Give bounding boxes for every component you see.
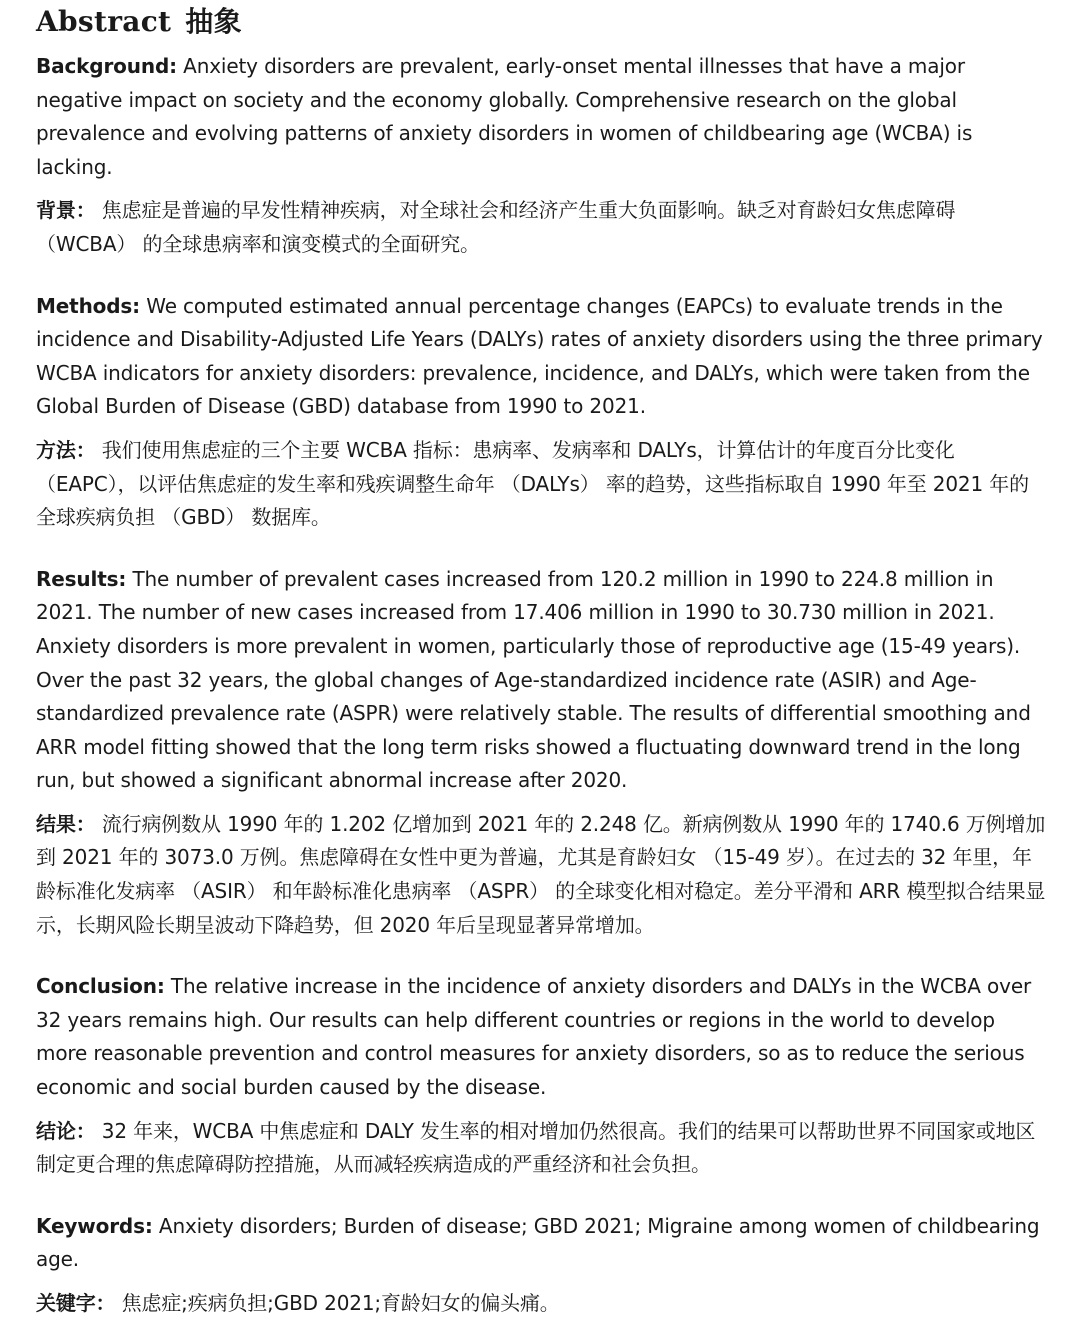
- background-en-text: Anxiety disorders are prevalent, early-onset mental illnesses that have a major negative impact on society and the economy globally. Comprehensive research on the global prevalence and evolving patterns of anxiety disorders in women of childbearing age (WCBA) is lacking.: [36, 54, 973, 179]
- background-zh-text: 焦虑症是普遍的早发性精神疾病，对全球社会和经济产生重大负面影响。缺乏对育龄妇女焦虑障碍 （WCBA） 的全球患病率和演变模式的全面研究。: [36, 198, 956, 256]
- conclusion-zh-text: 32 年来，WCBA 中焦虑症和 DALY 发生率的相对增加仍然很高。我们的结果可以帮助世界不同国家或地区制定更合理的焦虑障碍防控措施，从而减轻疾病造成的严重经济和社会负担。: [36, 1118, 1036, 1177]
- results-zh: [36, 808, 1046, 942]
- keywords-zh-text: 焦虑症;疾病负担;GBD 2021;育龄妇女的偏头痛。: [115, 1291, 560, 1315]
- results-section: [36, 563, 1046, 943]
- conclusion-section: [36, 970, 1046, 1182]
- methods-section: [36, 290, 1046, 535]
- results-en-text: The number of prevalent cases increased from 120.2 million in 1990 to 224.8 million in 2021. The number of new cases increased from 17.406 million in 1990 to 30.730 million in 2021. Anxiety disorders is more prevalent in women, particularly those of reproductive age (15-49 years). Over the past 32 years, the global changes of Age-standardized incidence rate (ASIR) and Age-standardized prevalence rate (ASPR) were relatively stable. The results of differential smoothing and ARR model fitting showed that the long term risks showed a fluctuating downward trend in the long run, but showed a significant abnormal increase after 2020.: [36, 566, 1031, 793]
- methods-zh-label: 方法：: [36, 437, 96, 462]
- methods-zh: [36, 434, 1046, 535]
- results-en: [36, 563, 1046, 798]
- conclusion-en-text: The relative increase in the incidence of anxiety disorders and DALYs in the WCBA over 32 years remains high. Our results can help different countries or regions in the world to develop more reasonable prevention and control measures for anxiety disorders, so as to reduce the serious economic and social burden caused by the disease.: [36, 974, 1032, 1100]
- keywords-zh-label: 关键字：: [36, 1291, 116, 1315]
- background-zh-label: 背景：: [36, 198, 96, 223]
- background-zh: [36, 194, 1046, 261]
- keywords-en-text: Anxiety disorders; Burden of disease; GBD 2021; Migraine among women of childbearing age.: [36, 1213, 1040, 1272]
- conclusion-en: [36, 970, 1046, 1104]
- results-zh-text: 流行病例数从 1990 年的 1.202 亿增加到 2021 年的 2.248 亿。新病例数从 1990 年的 1740.6 万例增加到 2021 年的 3073.0 万例。焦虑障碍在女性中更为普遍，尤其是育龄妇女 （15-49 岁）。在过去的 32 年里，年龄标准化发病率 （ASIR） 和年龄标准化患病率 （ASPR） 的全球变化相对稳定。差分平滑和 ARR 模型拟合结果显示，长期风险长期呈波动下降趋势，但 2020 年后呈现显著异常增加。: [36, 811, 1046, 937]
- keywords-en: [36, 1210, 1046, 1277]
- background-en: [36, 50, 1046, 184]
- title-en: Abstract: [36, 5, 172, 38]
- abstract-page: [36, 0, 1046, 1321]
- conclusion-en-label: Conclusion:: [36, 974, 165, 999]
- background-section: [36, 50, 1046, 262]
- keywords-en-label: Keywords:: [36, 1213, 153, 1238]
- conclusion-zh: [36, 1115, 1046, 1182]
- methods-en: [36, 290, 1046, 424]
- methods-zh-text: 我们使用焦虑症的三个主要 WCBA 指标：患病率、发病率和 DALYs，计算估计的年度百分比变化 （EAPC），以评估焦虑症的发生率和残疾调整生命年 （DALYs） 率的趋势，这些指标取自 1990 年至 2021 年的全球疾病负担 （GBD） 数据库。: [36, 437, 1029, 530]
- methods-en-label: Methods:: [36, 293, 141, 318]
- results-zh-label: 结果：: [36, 811, 96, 836]
- results-en-label: Results:: [36, 566, 127, 591]
- keywords-zh: [36, 1287, 1046, 1321]
- conclusion-zh-label: 结论：: [36, 1118, 96, 1143]
- background-en-label: Background:: [36, 54, 177, 78]
- abstract-title: [36, 0, 1046, 50]
- methods-en-text: We computed estimated annual percentage changes (EAPCs) to evaluate trends in the incidence and Disability-Adjusted Life Years (DALYs) rates of anxiety disorders using the three primary WCBA indicators for anxiety disorders: prevalence, incidence, and DALYs, which were taken from the Global Burden of Disease (GBD) database from 1990 to 2021.: [36, 293, 1043, 419]
- title-zh: 抽象: [185, 5, 242, 38]
- keywords-section: [36, 1210, 1046, 1321]
